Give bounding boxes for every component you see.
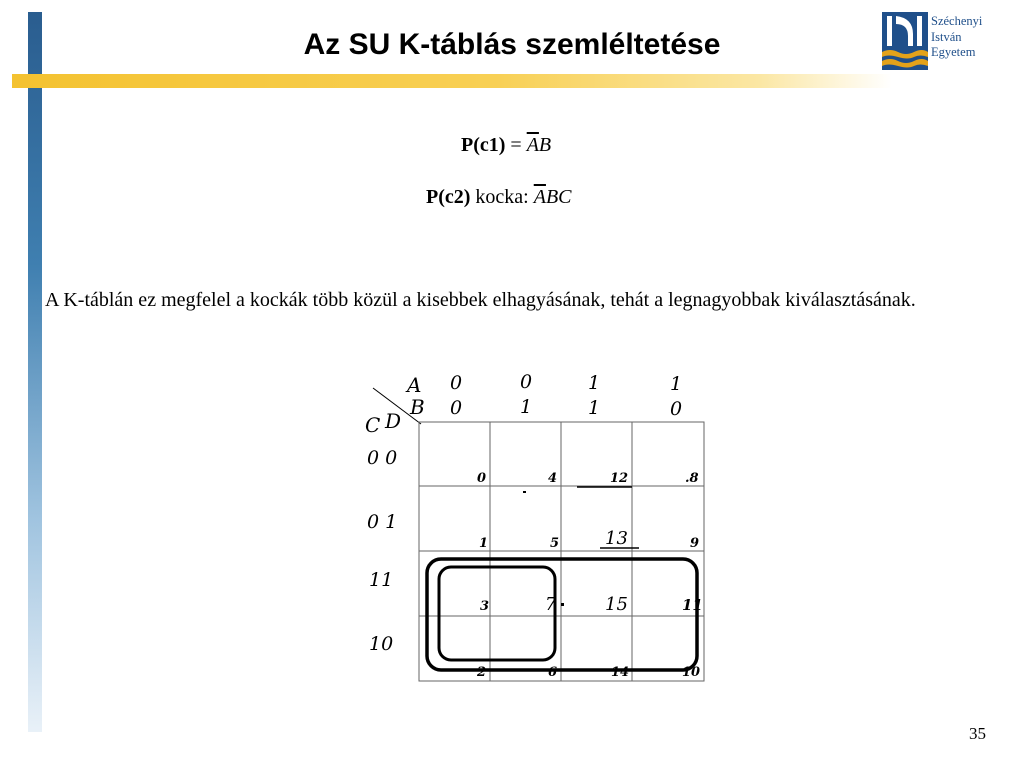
kmap-cell-13: 13	[605, 528, 628, 549]
side-accent-bar	[28, 12, 42, 732]
kmap-cell-0: 0	[477, 471, 487, 486]
logo-text	[931, 14, 982, 61]
kmap-cell-2: 2	[477, 665, 487, 680]
kmap-loop-small	[439, 567, 555, 660]
kmap-cell-5: 5	[550, 536, 560, 551]
formula-1-rest: B	[538, 134, 552, 156]
kmap-col-bottom-2: 1	[588, 397, 601, 419]
kmap-col-top-2: 1	[588, 372, 601, 394]
kmap-cell-9: 9	[690, 536, 700, 551]
slide-title: Az SU K-táblás szemléltetése	[303, 28, 721, 61]
formula-2-rest: BC	[545, 186, 572, 208]
kmap-col-top-3: 1	[670, 373, 683, 395]
kmap-cell-1: 1	[479, 536, 489, 551]
kmap-cell-14: 14	[611, 665, 630, 680]
kmap-scan-dot	[523, 491, 526, 493]
formula-2-label: P(c2)	[426, 186, 471, 208]
formula-2-word: kocka:	[470, 186, 529, 208]
formula-1-label: P(c1)	[461, 134, 506, 156]
kmap-col-top-1: 0	[520, 371, 533, 393]
kmap-col-bottom-1: 1	[520, 396, 533, 418]
formula-1-equals: =	[510, 134, 522, 156]
kmap-row-label-3: 10	[369, 633, 394, 655]
kmap-var-b: B	[410, 395, 425, 419]
kmap-cell-8: .8	[685, 471, 699, 486]
formula-p-c1	[461, 134, 551, 157]
kmap-cell-3: 3	[480, 599, 490, 614]
kmap-cell-12: 12	[610, 471, 629, 486]
formula-2-negated-var: $\overline{A}$	[533, 186, 546, 208]
kmap-row-label-1: 0 1	[367, 511, 398, 533]
logo-mark-icon	[882, 12, 928, 70]
kmap-var-d: D	[385, 409, 402, 433]
kmap-cell-numbers	[476, 471, 703, 680]
page-number: 35	[969, 724, 986, 743]
kmap-col-top-0: 0	[450, 372, 463, 394]
kmap-cell-10: 10	[682, 665, 701, 680]
logo-line-2: István	[931, 29, 962, 44]
kmap-var-c: C	[365, 413, 381, 437]
kmap-col-bottom-3: 0	[670, 398, 683, 420]
kmap-grid	[419, 422, 704, 681]
kmap-scan-dot	[561, 603, 564, 606]
kmap-cell-15: 15	[605, 594, 628, 615]
formula-p-c2	[426, 186, 572, 209]
kmap-cell-4: 4	[548, 471, 558, 486]
kmap-cell-6: 6	[548, 665, 558, 680]
header-accent-line	[12, 74, 892, 88]
university-logo	[882, 12, 1002, 72]
formula-1-negated-var: $\overline{A}$	[526, 134, 539, 156]
kmap-col-bottom-0: 0	[450, 397, 463, 419]
kmap-row-label-2: 11	[369, 569, 394, 591]
karnaugh-map	[355, 370, 720, 690]
kmap-cell-7: 7	[545, 594, 557, 615]
kmap-row-label-0: 0 0	[367, 447, 398, 469]
logo-line-1: Széchenyi	[931, 14, 983, 28]
kmap-cell-11: 11	[682, 596, 703, 614]
body-paragraph: A K-táblán ez megfelel a kockák több közül a kisebbek elhagyásának, tehát a legnagyobbak kiválasztásának.	[45, 289, 916, 311]
kmap-loop-large	[427, 559, 697, 670]
logo-line-3: Egyetem	[931, 45, 976, 59]
kmap-var-a: A	[407, 373, 422, 397]
